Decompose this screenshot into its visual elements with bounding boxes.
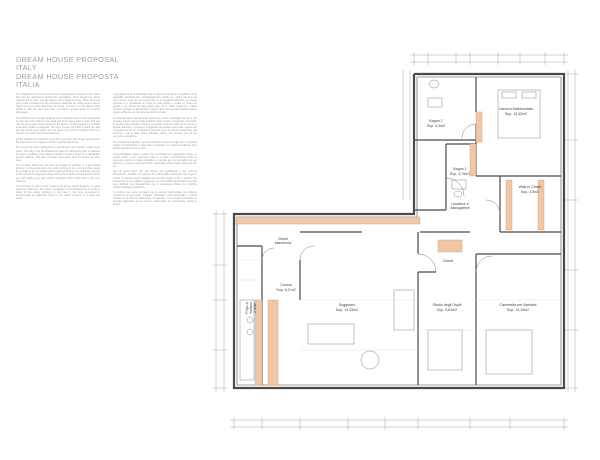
paragraph-en: On the corridor the proposal is to use the long wall so lots storage space and at the main door a cozy space to sit when coming back home.: [16, 137, 100, 144]
label-asciugatrice: Asciugatrice: [450, 206, 470, 210]
label-closet-biancheria-2: biancheria: [274, 241, 292, 245]
paragraph-it: La proposta cerca di soddisfare tutte le esigenze del cliente in equilibrio con le possibilita architettoniche dell'appartamento. Anche se i clienti volevano sia una cucina a vista che una zona pranzo e un soggiorno bilanciati, per questa proposta si e considerato di riunire la zona pranzo e creare un flusso piu grande e piu diretto nel living della casa. Se lo ritiene opportuno, i clienti potranno decidere di apprezzare lo spazio della zona aperta, potrebbe esserci spazio sufficiente per una zona da pranzo formale.: [113, 93, 197, 115]
label-cucina: Cucina: [280, 283, 292, 287]
furniture: [240, 80, 540, 380]
label-closet-biancheria: Closet: [277, 237, 289, 241]
title-en-line2: ITALY: [16, 63, 37, 73]
proposed-elements: [236, 112, 544, 385]
area-walkin: Sup. 4,5m2: [520, 190, 540, 194]
label-frigorifero-3: 2 ante: [253, 303, 257, 313]
area-studio: Sup. 9,81m2: [436, 308, 458, 312]
paragraph-en: The area of the current bathrooms is extended up to the corridor in order to get space. This way it can be achieved the idea of 2 bathrooms, then considering the space conditions of the latest proposal to create a closet for a changeable laundry machine. This way it can also save space from the kitchen for other uses.: [16, 146, 100, 162]
paragraph-it: La proposta open concept della cucina puo essere realizzata solo se si puo spostare tutta la cucina al lato posteriore dello spazio e rispettando i suoi limiti. In questo modo possiamo ottenere uno spazio molto piu pulito per la cucina. In questa proposta e compreso un frigorifero da incasso a due ante. Questo tipo di frigoriferi da 60 cm di larghezza possono avere un cliente preferirebbe una soluzione, una di quali moduli potrebbe essere uno "freezer" per gli usi, secondo e valutazione.: [113, 116, 197, 139]
paragraph-en: One of these bathrooms will have an elevator to ventilate or to get natural lighting. It is proposed that in the model nothing on the room and there would be a height to get an opaque (floor-height) window for the swimming. Next up to the ceiling it is suggested a false ceiling where all the relevant area would be use with lighting and also normal ventilation which could flow to the next bathroom.: [16, 164, 100, 183]
paragraph-it: Uno di questi bagni non puo fornire una ventilazione o per ottenere illuminazione naturale. Si propone che nell'ampliato rifacimento del bagno a 215cm di altezza venga installata una finestra opaca (a filo a soffitto). Nei contorni fino fino al soffitto si suggerisce un controsoffitto aperto/della zona che sara utilizzata con l'illuminazione che la ventilazione finisce che potrebbe defluire nel bagno successivo.: [113, 170, 197, 189]
label-frigorifero: Frigo a: [245, 302, 249, 314]
area-cucina: Sup. 6,3 m2: [276, 288, 296, 292]
label-cameretta: Cameretta per Bambini: [499, 303, 537, 307]
area-soggiorno: Sup. 14,33m2: [335, 308, 359, 312]
area-camera: Sup. 13,42m2: [504, 112, 528, 116]
door-swings: [262, 124, 500, 272]
paragraph-it: L'area dell'attuale bagno e estesa fino al corridoio per guadagnare spazio. In questo modo si puo realizzare l'idea di 2 bagni. Considerando anche le premesse dei lavori e della proposta si e pensato per uno ripostiglio con una lavatrice. In questo modo puo anche risparmiare spazio della cucina per altri usi.: [113, 152, 197, 168]
label-soggiorno: Soggiorno: [338, 303, 356, 307]
label-lavatrice: Lavatrice e: [451, 202, 469, 206]
area-bagno1: Sup. 3,79m2: [449, 172, 471, 176]
paragraph-en: It is proposed in order to have a walk-in-box for the master bedroom, to match maximum width floor. The current "Ampiaggio" of a transitional one is a walk-in closet for the master bedroom, in any case, it has been considered to accommodate an additional closet for the master bedroom to a good size closet.: [16, 185, 100, 201]
label-frigorifero-2: incasso: [249, 301, 253, 315]
area-bagno2: Sup. 4,3m2: [426, 124, 446, 128]
paragraph-it: Si propone per avere un bagno per la camera matrimoniale, per sfruttare l'ampiezza del pavimento. L'attuale "ripostiglio" verra trasformato in cabina armadio per la camera matrimoniale. In ogni caso, si e pensato di sistemare un armadio aggiuntivo per la camera matrimoniale per accomodare anche le scarpe.: [113, 191, 197, 207]
paragraph-it: Nel corridoio la proposta e quella di utilizzare la parete lunga come un grande spazio di archiviazione e alla porta di ingresso uno spazio accogliente dove sedersi quando si torna a casa.: [113, 140, 197, 150]
label-bagno2: Bagno 2: [429, 119, 443, 123]
paragraph-en: The proposal tries to meet all the clients requirements in balance of the space that with the apartment's architecture possibilities. Even though the clients wanted both an open concept kitchen and a balanced living, dining and living room it was considered for the proposal to assemble the dining area to have a bigger and more direct flow living the house. It is now cozy the clients might decide to take the open room then. It could be enough space for a formal dining area.: [16, 93, 100, 115]
paragraph-en: The kitchen's open concept proposal can be achieved also it could be possible to move the entire kitchen in the back side of the space and its limits. This way one can get a much cleaner space for the kitchen. In this proposal it is included a two-door modern refrigerator. This type of large two-FDIA of width are also and the clients would prefer only two doors, one of them modules could be a "freezer" for further uses and assessment.: [16, 116, 100, 136]
label-closet: Closet: [442, 259, 454, 263]
label-camera: Camera Matrimoniale: [498, 107, 534, 111]
title-en-line1: DREAM HOUSE PROPOSAL: [16, 55, 120, 64]
room-labels: [245, 107, 541, 314]
exterior-wall-inner: [237, 77, 561, 385]
title-it-line2: ITALIA: [16, 80, 40, 90]
area-cameretta: Sup. 13,19m2: [506, 308, 530, 312]
label-bagno1: Bagno 1: [453, 167, 467, 171]
title-it-line1: DREAM HOUSE PROPOSTA: [16, 71, 119, 81]
label-walkin: Walk in Closet: [518, 185, 542, 189]
interior-walls: [237, 77, 561, 385]
exterior-walls: [234, 74, 564, 388]
label-studio: Studio degli Ospiti: [432, 303, 462, 307]
